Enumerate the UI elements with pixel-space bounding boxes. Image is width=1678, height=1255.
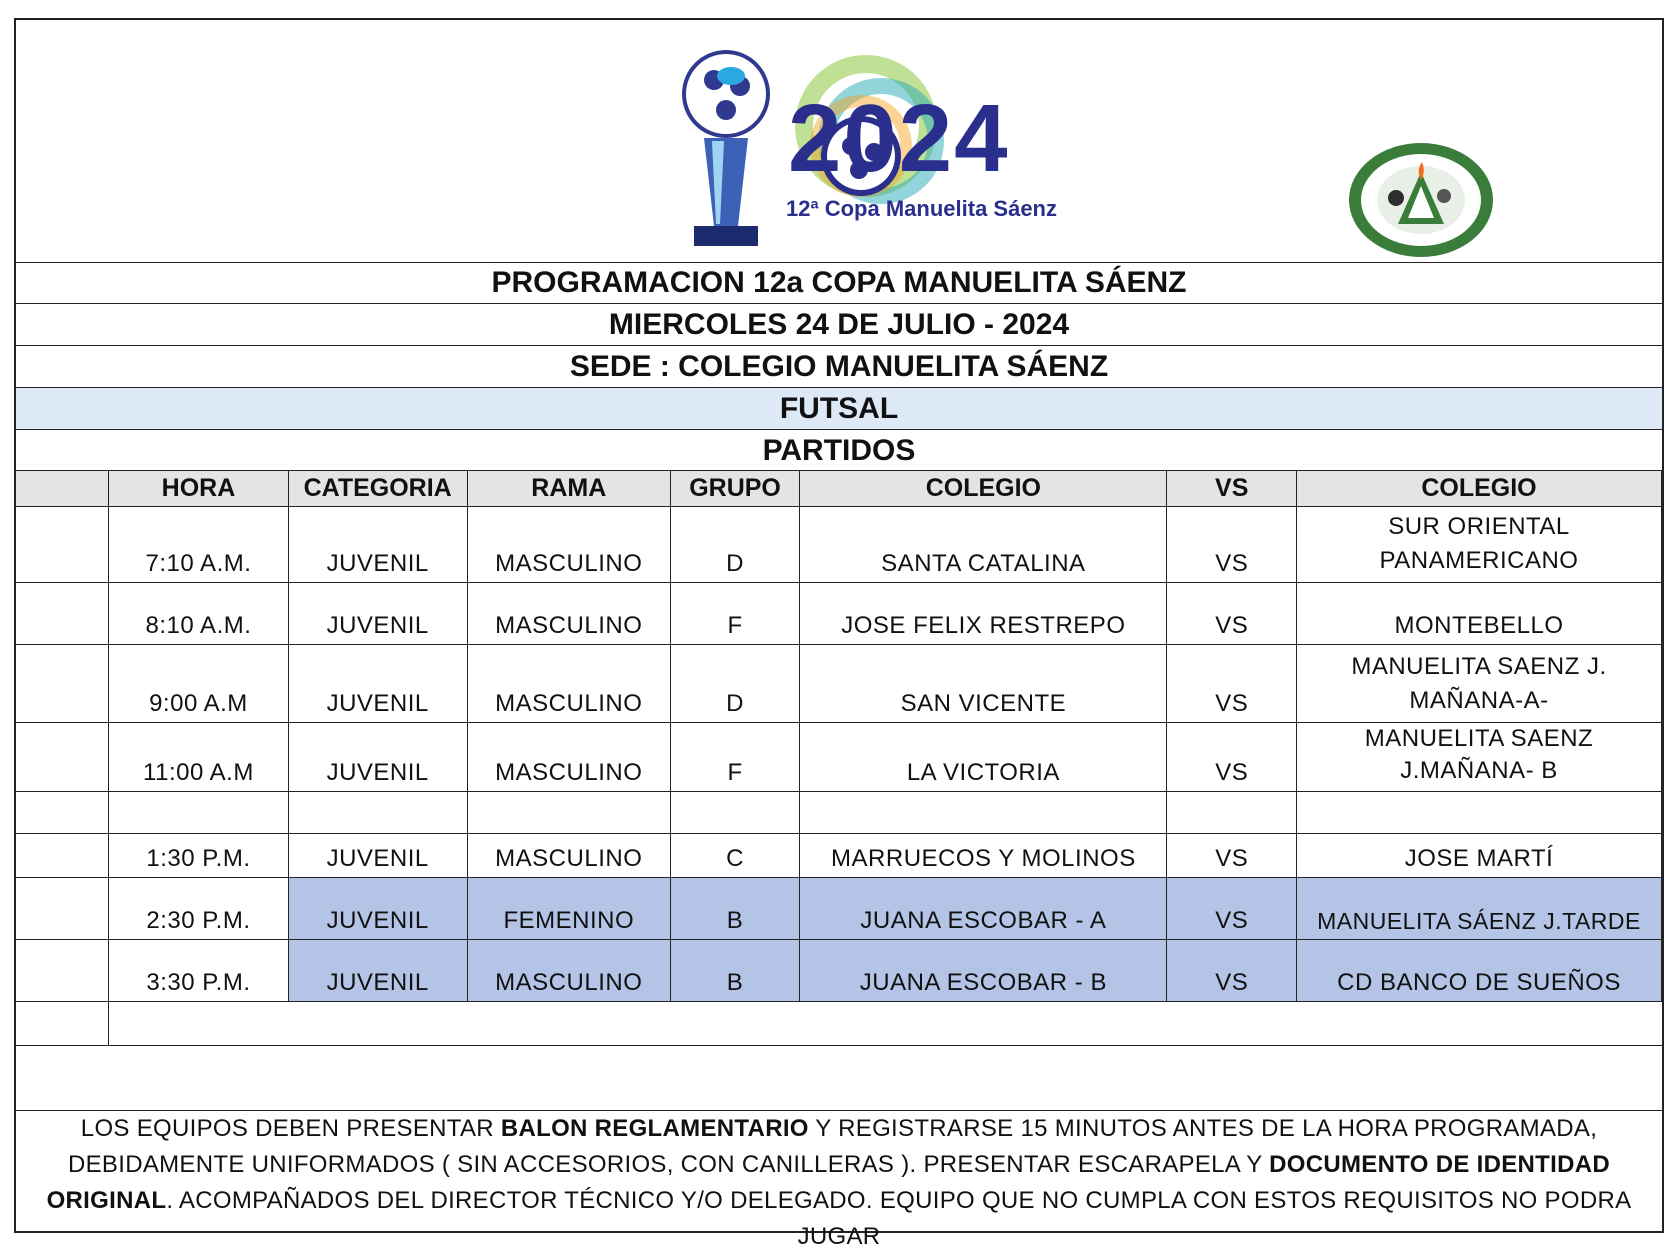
grupo-cell [670, 792, 800, 834]
colegio-cell: SAN VICENTE [800, 645, 1167, 723]
section-row [16, 430, 1662, 472]
school-logo [1346, 140, 1496, 260]
hora-cell [109, 792, 288, 834]
grupo-cell: D [670, 645, 800, 723]
vs-cell: VS [1167, 878, 1297, 940]
table-row [16, 723, 1662, 792]
grupo-cell: F [670, 723, 800, 792]
table-row [16, 507, 1662, 583]
logo-header [16, 20, 1662, 263]
table-row [16, 583, 1662, 645]
spacer-cell [109, 1002, 1662, 1046]
vs-cell: VS [1167, 940, 1297, 1002]
categoria-cell: JUVENIL [288, 834, 467, 878]
vs-cell: VS [1167, 723, 1297, 792]
colegio-rival-line2: PANAMERICANO [1379, 547, 1579, 574]
sport-label: FUTSAL [779, 392, 899, 425]
colegio-rival-line2: MAÑANA-A- [1409, 687, 1549, 714]
hora-cell: 7:10 A.M. [109, 507, 288, 583]
categoria-cell: JUVENIL [288, 940, 467, 1002]
grupo-cell: C [670, 834, 800, 878]
event-date: MIERCOLES 24 DE JULIO - 2024 [608, 308, 1070, 341]
row-blank-cell [16, 583, 109, 645]
schedule-sheet [14, 18, 1664, 1250]
colegio-cell: JOSE FELIX RESTREPO [800, 583, 1167, 645]
rama-cell: MASCULINO [467, 834, 670, 878]
section-label: PARTIDOS [762, 434, 916, 467]
page-title: PROGRAMACION 12a COPA MANUELITA SÁENZ [491, 266, 1187, 299]
row-blank-cell [16, 1002, 109, 1046]
column-header-colegio-rival: COLEGIO [1296, 471, 1661, 507]
school-crest-icon [1346, 140, 1496, 260]
hora-cell: 11:00 A.M [109, 723, 288, 792]
notice-text-1: LOS EQUIPOS DEBEN PRESENTAR [80, 1115, 501, 1142]
colegio-rival-cell [1296, 507, 1661, 583]
notice-bold-id: DOCUMENTO DE IDENTIDAD ORIGINAL [46, 1151, 1610, 1214]
colegio-rival-cell [1296, 645, 1661, 723]
row-blank-cell [16, 878, 109, 940]
row-blank-cell [16, 940, 109, 1002]
colegio-cell: JUANA ESCOBAR - A [800, 878, 1167, 940]
rama-cell: MASCULINO [467, 645, 670, 723]
rama-cell: FEMENINO [467, 878, 670, 940]
column-header-grupo: GRUPO [670, 471, 800, 507]
categoria-cell: JUVENIL [288, 583, 467, 645]
categoria-cell: JUVENIL [288, 878, 467, 940]
sport-row [16, 388, 1662, 430]
notice-text-3: . ACOMPAÑADOS DEL DIRECTOR TÉCNICO Y/O DELEGADO. EQUIPO QUE NO CUMPLA CON ESTOS REQUISITOS NO PODRA JUGAR [166, 1187, 1632, 1250]
title-row [16, 262, 1662, 304]
rules-notice [16, 1110, 1662, 1250]
column-header-categoria: CATEGORIA [288, 471, 467, 507]
rama-cell: MASCULINO [467, 723, 670, 792]
colegio-cell [800, 792, 1167, 834]
hora-cell: 9:00 A.M [109, 645, 288, 723]
row-blank-cell [16, 507, 109, 583]
colegio-rival-line1: MANUELITA SAENZ [1364, 725, 1594, 752]
tournament-logo [676, 46, 1116, 251]
notice-bold-ball: BALON REGLAMENTARIO [500, 1115, 809, 1142]
colegio-cell: SANTA CATALINA [800, 507, 1167, 583]
vs-cell: VS [1167, 583, 1297, 645]
table-row [16, 834, 1662, 878]
row-blank-cell [16, 792, 109, 834]
grupo-cell: B [670, 940, 800, 1002]
column-header-vs: VS [1167, 471, 1297, 507]
event-venue: SEDE : COLEGIO MANUELITA SÁENZ [569, 350, 1109, 383]
hora-cell: 1:30 P.M. [109, 834, 288, 878]
column-header-hora: HORA [109, 471, 288, 507]
logo-year: 2024 [788, 85, 1010, 192]
vs-cell [1167, 792, 1297, 834]
colegio-rival-line2: J.MAÑANA- B [1400, 757, 1558, 784]
grupo-cell: F [670, 583, 800, 645]
colegio-rival-cell [1296, 723, 1661, 792]
grupo-cell: B [670, 878, 800, 940]
vs-cell: VS [1167, 834, 1297, 878]
colegio-cell: JUANA ESCOBAR - B [800, 940, 1167, 1002]
hora-cell: 8:10 A.M. [109, 583, 288, 645]
vs-cell: VS [1167, 507, 1297, 583]
rama-cell [467, 792, 670, 834]
hora-cell: 3:30 P.M. [109, 940, 288, 1002]
rama-cell: MASCULINO [467, 507, 670, 583]
row-blank-cell [16, 645, 109, 723]
colegio-rival-line1: MANUELITA SAENZ J. [1351, 653, 1607, 680]
table-row-empty [16, 792, 1662, 834]
row-blank-cell [16, 723, 109, 792]
categoria-cell: JUVENIL [288, 507, 467, 583]
table-row [16, 645, 1662, 723]
venue-row [16, 346, 1662, 388]
colegio-rival-cell [1296, 792, 1661, 834]
row-blank-cell [16, 834, 109, 878]
colegio-rival-cell: MONTEBELLO [1296, 583, 1661, 645]
categoria-cell: JUVENIL [288, 645, 467, 723]
hora-cell: 2:30 P.M. [109, 878, 288, 940]
colegio-cell: MARRUECOS Y MOLINOS [800, 834, 1167, 878]
rama-cell: MASCULINO [467, 940, 670, 1002]
column-header-rama: RAMA [467, 471, 670, 507]
colegio-rival-cell: CD BANCO DE SUEÑOS [1296, 940, 1661, 1002]
vs-cell: VS [1167, 645, 1297, 723]
table-row-highlighted [16, 940, 1662, 1002]
logo-subtitle: 12ª Copa Manuelita Sáenz [786, 196, 1057, 221]
date-row [16, 304, 1662, 346]
notice-text-2: Y REGISTRARSE 15 MINUTOS ANTES DE LA HORA PROGRAMADA, DEBIDAMENTE UNIFORMADOS ( SIN ACCESORIOS, CON CANILLERAS ). PRESENTAR ESCARAPELA Y [67, 1115, 1598, 1178]
colegio-rival-cell: MANUELITA SÁENZ J.TARDE [1296, 878, 1661, 940]
table-row-spacer [16, 1002, 1662, 1046]
table-row-highlighted [16, 878, 1662, 940]
colegio-cell: LA VICTORIA [800, 723, 1167, 792]
categoria-cell: JUVENIL [288, 723, 467, 792]
rama-cell: MASCULINO [467, 583, 670, 645]
categoria-cell [288, 792, 467, 834]
grupo-cell: D [670, 507, 800, 583]
colegio-rival-cell: JOSE MARTÍ [1296, 834, 1661, 878]
colegio-rival-line1: SUR ORIENTAL [1388, 513, 1570, 540]
table-header-row [16, 471, 1662, 507]
column-header-colegio: COLEGIO [800, 471, 1167, 507]
column-header-blank [16, 471, 109, 507]
match-table [16, 470, 1662, 1046]
